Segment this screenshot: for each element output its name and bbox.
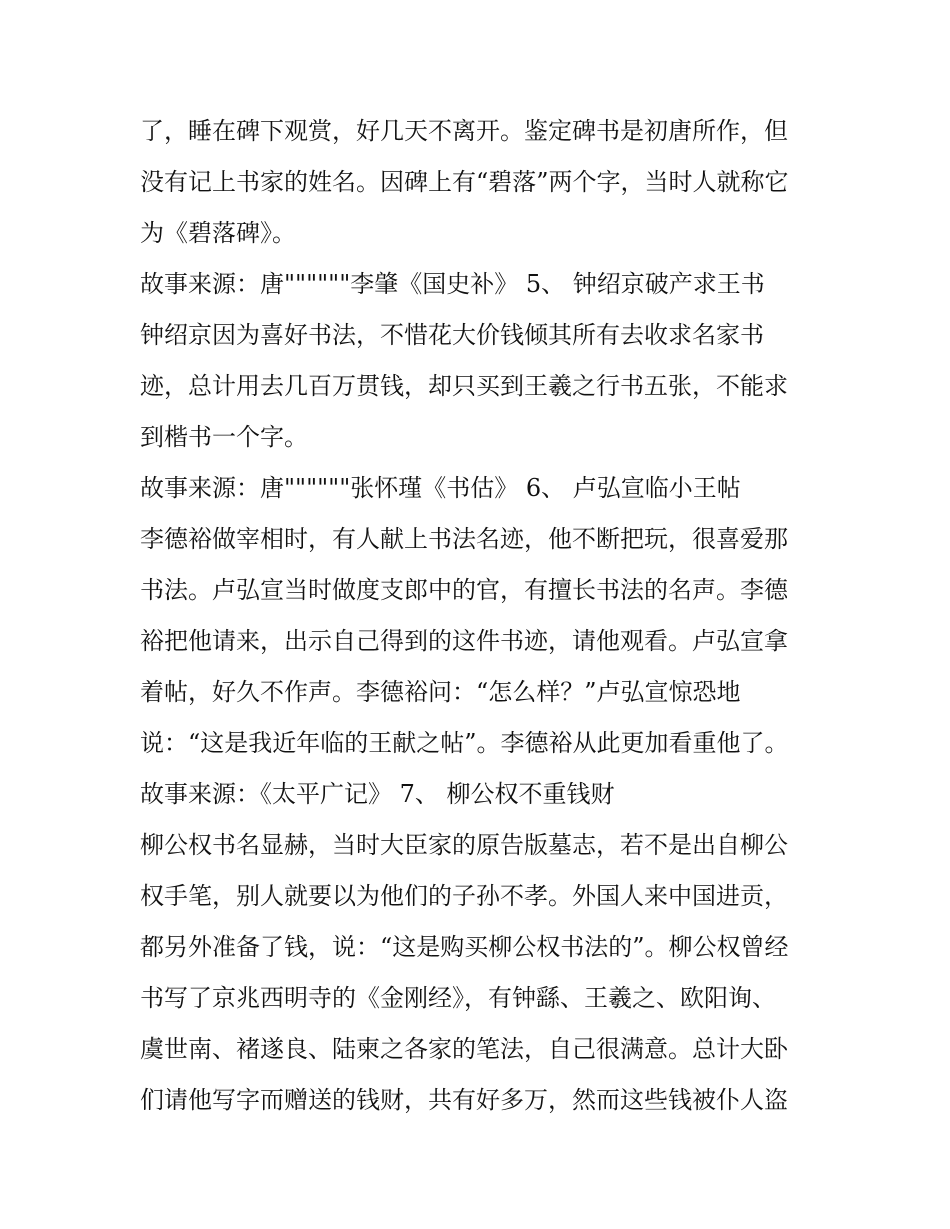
text-line: 都另外准备了钱，说：“这是购买柳公权书法的”。柳公权曾经 [140, 933, 789, 961]
text-line: 到楷书一个字。 [140, 423, 308, 451]
text-line: 钟绍京因为喜好书法，不惜花大价钱倾其所有去收求名家书 [140, 321, 764, 349]
source-line: 故事来源：唐""""""张怀瑾《书估》 6、 卢弘宣临小王帖 [140, 474, 741, 502]
text-line: 了，睡在碑下观赏，好几天不离开。鉴定碑书是初唐所作，但 [140, 117, 788, 145]
text-line: 迹，总计用去几百万贯钱，却只买到王羲之行书五张，不能求 [140, 372, 788, 400]
text-line: 书写了京兆西明寺的《金刚经》，有钟繇、王羲之、欧阳询、 [140, 984, 776, 1012]
text-line: 书法。卢弘宣当时做度支郎中的官，有擅长书法的名声。李德 [140, 576, 788, 604]
text-line: 虞世南、褚遂良、陆柬之各家的笔法，自己很满意。总计大卧 [140, 1035, 788, 1063]
text-line: 为《碧落碑》。 [140, 219, 296, 247]
text-line: 柳公权书名显赫，当时大臣家的原告版墓志，若不是出自柳公 [140, 831, 788, 859]
text-line: 说：“这是我近年临的王献之帖”。李德裕从此更加看重他了。 [140, 729, 789, 757]
text-line: 李德裕做宰相时，有人献上书法名迹，他不断把玩，很喜爱那 [140, 525, 788, 553]
source-line: 故事来源：《太平广记》 7、 柳公权不重钱财 [140, 780, 615, 808]
text-line: 着帖，好久不作声。李德裕问：“怎么样？”卢弘宣惊恐地 [140, 678, 741, 706]
text-line: 没有记上书家的姓名。因碑上有“碧落”两个字，当时人就称它 [140, 168, 789, 196]
text-line: 们请他写字而赠送的钱财，共有好多万，然而这些钱被仆人盗 [140, 1086, 788, 1114]
text-line: 权手笔，别人就要以为他们的子孙不孝。外国人来中国进贡， [140, 882, 788, 910]
source-line: 故事来源：唐""""""李肇《国史补》 5、 钟绍京破产求王书 [140, 270, 765, 298]
document-page [140, 106, 820, 1126]
text-line: 裕把他请来，出示自己得到的这件书迹，请他观看。卢弘宣拿 [140, 627, 788, 655]
